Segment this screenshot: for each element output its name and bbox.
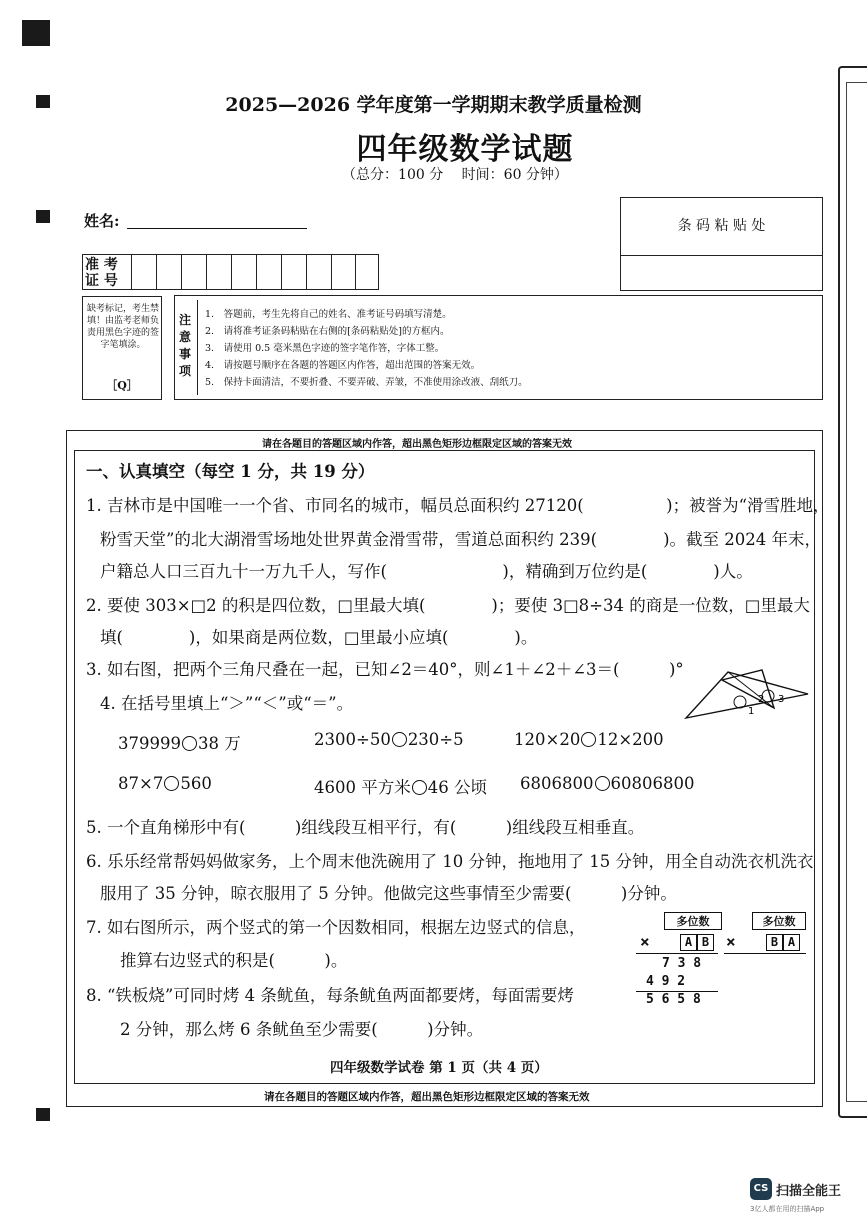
left-digits: [680, 934, 714, 951]
q4-item: 230÷5: [407, 730, 464, 749]
answer-area-notice: 请在各题目的答题区域内作答，超出黑色矩形边框限定区域的答案无效: [262, 439, 572, 450]
notice-item: 2. 请将准考证条码粘贴在右侧的[条码粘贴处]的方框内。: [205, 326, 450, 337]
exam-id-label-2: 证 号: [85, 273, 118, 289]
times-sign: ×: [640, 932, 650, 951]
exam-id-cell[interactable]: [157, 255, 182, 289]
q4-item: 2300÷50: [314, 730, 391, 749]
name-label: 姓名:: [84, 212, 120, 230]
alignment-mark-bottom: [36, 1108, 50, 1121]
q7-line2: 推算右边竖式的积是( )。: [120, 951, 348, 970]
bottom-notice: 请在各题目的答题区域内作答，超出黑色矩形边框限定区域的答案无效: [264, 1091, 590, 1103]
q4-item: 60806800: [610, 774, 695, 793]
q2-line2: 填( )，如果商是两位数，□里最小应填( )。: [100, 628, 538, 647]
barcode-area: [620, 197, 823, 291]
right-header: 多位数: [752, 912, 806, 930]
digit-box: A: [680, 934, 697, 951]
q4: 4. 在括号里填上“＞”“＜”或“＝”。: [100, 694, 354, 713]
compare-circle[interactable]: [182, 736, 197, 751]
exam-id-grid[interactable]: [82, 254, 379, 290]
exam-id-cell[interactable]: [207, 255, 232, 289]
adjacent-page-frame-inner: [846, 82, 867, 1102]
q4-item: 46 公顷: [427, 778, 487, 797]
q2-line1: 2. 要使 303×□2 的积是四位数，□里最大填( )；要使 3□8÷34 的商是一位数，□里最大: [86, 596, 810, 615]
q4-item: 87×7: [118, 774, 164, 793]
notice-item: 1. 答题前，考生先将自己的姓名、准考证号码填写清楚。: [205, 309, 452, 320]
digit-box: B: [766, 934, 783, 951]
alignment-mark-top: [22, 20, 50, 46]
angle-label: 3: [778, 694, 785, 705]
exam-id-cell[interactable]: [307, 255, 332, 289]
compare-circle[interactable]: [164, 776, 179, 791]
vertical-multiplication-figure: [636, 912, 811, 1008]
barcode-label: 条 码 粘 贴 处: [621, 198, 822, 256]
exam-id-label-1: 准 考: [85, 257, 118, 273]
notice-item: 4. 请按题号顺序在各题的答题区内作答，超出范围的答案无效。: [205, 360, 481, 371]
triangle-rulers-figure: [682, 668, 812, 724]
exam-id-cell[interactable]: [282, 255, 307, 289]
score-time: （总分：100 分 时间：60 分钟）: [342, 167, 568, 183]
compare-circle[interactable]: [595, 776, 610, 791]
q4-item: 560: [180, 774, 212, 793]
q5: 5. 一个直角梯形中有( )组线段互相平行，有( )组线段互相垂直。: [86, 818, 645, 837]
q7-line1: 7. 如右图所示，两个竖式的第一个因数相同，根据左边竖式的信息，: [86, 918, 586, 937]
name-field[interactable]: [127, 228, 307, 229]
alignment-mark-left-2: [36, 210, 50, 223]
notice-item: 5. 保持卡面清洁，不要折叠、不要弄破、弄皱，不准使用涂改液、刮纸刀。: [205, 377, 528, 388]
q4-row1b: [314, 730, 464, 749]
absent-mark-box: [82, 296, 162, 400]
notice-label: 注意事项: [179, 313, 192, 378]
app-badge: [746, 1178, 862, 1218]
page-footer: 四年级数学试卷 第 1 页（共 4 页）: [330, 1060, 548, 1076]
q3: 3. 如右图，把两个三角尺叠在一起，已知∠2＝40°，则∠1＋∠2＋∠3＝( )°: [86, 660, 684, 679]
q4-item: 4600 平方米: [314, 778, 411, 797]
exam-id-cell[interactable]: [232, 255, 257, 289]
q1-line2: 粉雪天堂”的北大湖滑雪场地处世界黄金滑雪带，雪道总面积约 239( )。截至 2024 年末，: [100, 530, 822, 549]
exam-term-title: 2025—2026 学年度第一学期期末教学质量检测: [225, 94, 642, 116]
exam-id-cell[interactable]: [132, 255, 157, 289]
left-header: 多位数: [664, 912, 722, 930]
q4-row2b: [314, 774, 487, 798]
q4-row1: [118, 730, 241, 754]
left-rule: [636, 953, 718, 954]
exam-id-cell[interactable]: [332, 255, 356, 289]
q1-line3: 户籍总人口三百九十一万九千人，写作( )，精确到万位约是( )人。: [100, 562, 753, 581]
partial-product-2: 4 9 2: [646, 974, 686, 989]
q4-item: 6806800: [520, 774, 594, 793]
exam-id-cell[interactable]: [182, 255, 207, 289]
right-rule: [724, 953, 806, 954]
angle-label: 1: [748, 706, 755, 717]
absent-note: 缺考标记，考生禁填！由监考老师负责用黑色字迹的签字笔填涂。: [87, 304, 160, 350]
q4-row2c: [520, 774, 694, 793]
q4-item: 379999: [118, 734, 181, 753]
q4-item: 120×20: [514, 730, 581, 749]
q4-row2: [118, 774, 212, 793]
q8-line2: 2 分钟，那么烤 6 条鱿鱼至少需要( )分钟。: [120, 1020, 484, 1039]
angle-label: 2: [758, 694, 765, 705]
right-digits: [766, 934, 800, 951]
digit-box: A: [783, 934, 800, 951]
absent-mark[interactable]: ［Q］: [106, 379, 138, 392]
app-name: 扫描全能王: [776, 1184, 842, 1199]
q4-item: 38 万: [198, 734, 241, 753]
section1-title: 一、认真填空（每空 1 分，共 19 分）: [86, 462, 375, 481]
app-tagline: 3亿人都在用的扫描App: [750, 1205, 825, 1213]
q1-line1: 1. 吉林市是中国唯一一个省、市同名的城市，幅员总面积约 27120( )；被誉为“滑雪胜地，: [86, 496, 830, 515]
q6-line1: 6. 乐乐经常帮妈妈做家务，上个周末他洗碗用了 10 分钟，拖地用了 15 分钟，用全自动洗衣机洗衣: [86, 852, 814, 871]
q6-line2: 服用了 35 分钟，晾衣服用了 5 分钟。他做完这些事情至少需要( )分钟。: [100, 884, 677, 903]
compare-circle[interactable]: [392, 732, 407, 747]
compare-circle[interactable]: [412, 780, 427, 795]
notice-item: 3. 请使用 0.5 毫米黑色字迹的签字笔作答，字体工整。: [205, 343, 445, 354]
times-sign-right: ×: [726, 932, 736, 951]
exam-id-cell[interactable]: [257, 255, 282, 289]
product: 5 6 5 8: [646, 992, 701, 1007]
q4-row1c: [514, 730, 664, 749]
digit-box: B: [697, 934, 714, 951]
q4-item: 12×200: [597, 730, 664, 749]
compare-circle[interactable]: [581, 732, 596, 747]
q8-line1: 8. “铁板烧”可同时烤 4 条鱿鱼，每条鱿鱼两面都要烤，每面需要烤: [86, 986, 574, 1005]
notice-box: [174, 295, 823, 400]
partial-product-1: 7 3 8: [662, 956, 702, 971]
exam-title: 四年级数学试题: [356, 132, 574, 167]
app-logo-icon: CS: [750, 1178, 772, 1200]
